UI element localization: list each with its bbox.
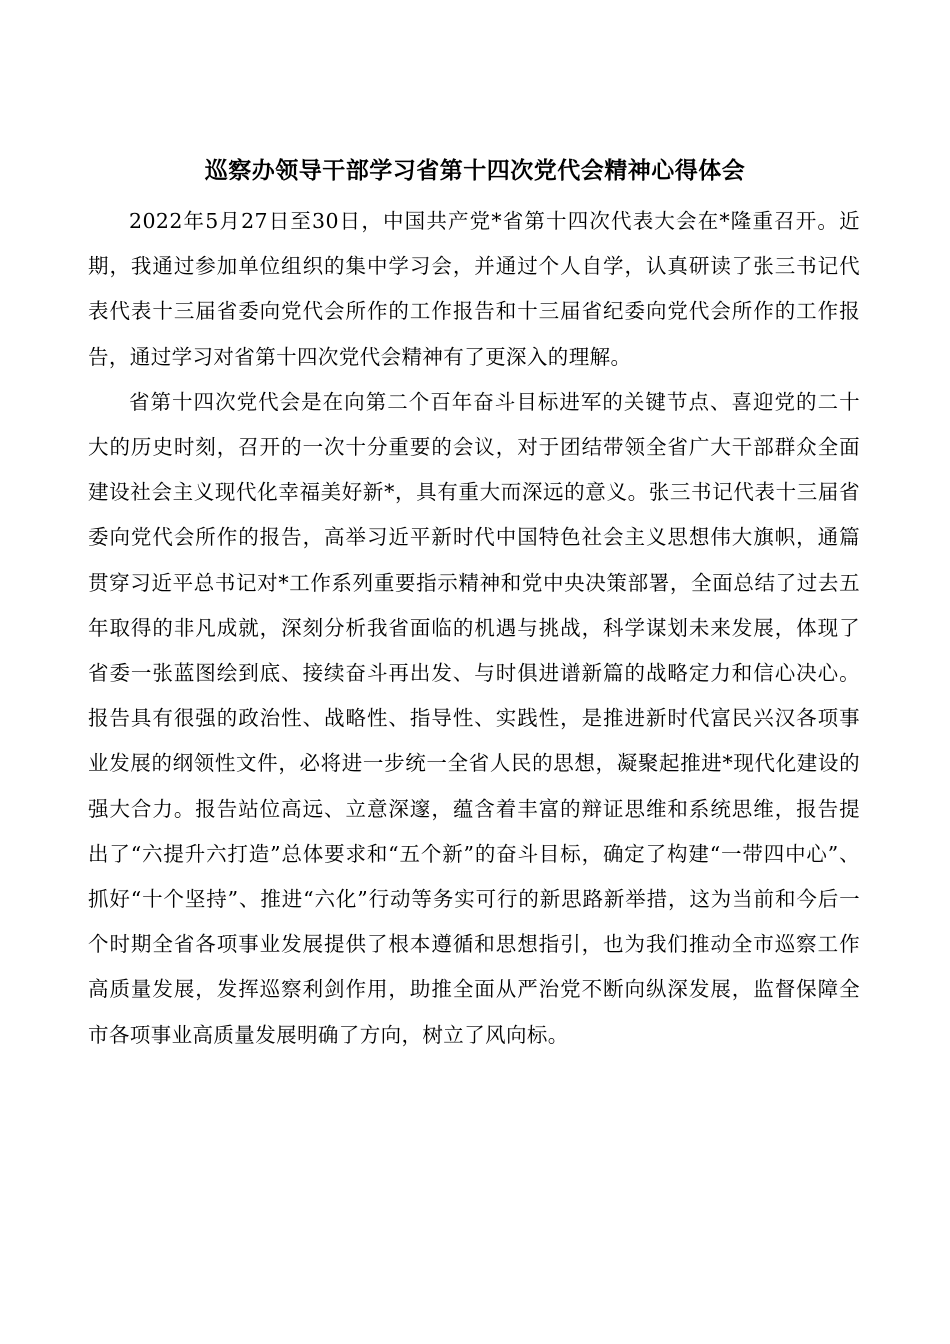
- document-title: 巡察办领导干部学习省第十四次党代会精神心得体会: [204, 157, 746, 184]
- paragraph-1: 2022年5月27日至30日，中国共产党*省第十四次代表大会在*隆重召开。近期，我通过参加单位组织的集中学习会，并通过个人自学，认真研读了张三书记代表代表十三届省委向党代会所作的工作报告和十三届省纪委向党代会所作的工作报告，通过学习对省第十四次党代会精神有了更深入的理解。: [88, 209, 860, 369]
- document-body: [88, 199, 860, 1058]
- paragraph-2: 省第十四次党代会是在向第二个百年奋斗目标进军的关键节点、喜迎党的二十大的历史时刻，召开的一次十分重要的会议，对于团结带领全省广大干部群众全面建设社会主义现代化幸福美好新*，具有重大而深远的意义。张三书记代表十三届省委向党代会所作的报告，高举习近平新时代中国特色社会主义思想伟大旗帜，通篇贯穿习近平总书记对*工作系列重要指示精神和党中央决策部署，全面总结了过去五年取得的非凡成就，深刻分析我省面临的机遇与挑战，科学谋划未来发展，体现了省委一张蓝图绘到底、接续奋斗再出发、与时俱进谱新篇的战略定力和信心决心。报告具有很强的政治性、战略性、指导性、实践性，是推进新时代富民兴汉各项事业发展的纲领性文件，必将进一步统一全省人民的思想，凝聚起推进*现代化建设的强大合力。报告站位高远、立意深邃，蕴含着丰富的辩证思维和系统思维，报告提出了“六提升六打造”总体要求和“五个新”的奋斗目标，确定了构建“一带四中心”、抓好“十个坚持”、推进“六化”行动等务实可行的新思路新举措，这为当前和今后一个时期全省各项事业发展提供了根本遵循和思想指引，也为我们推动全市巡察工作高质量发展，发挥巡察利剑作用，助推全面从严治党不断向纵深发展，监督保障全市各项事业高质量发展明确了方向，树立了风向标。: [88, 389, 860, 1047]
